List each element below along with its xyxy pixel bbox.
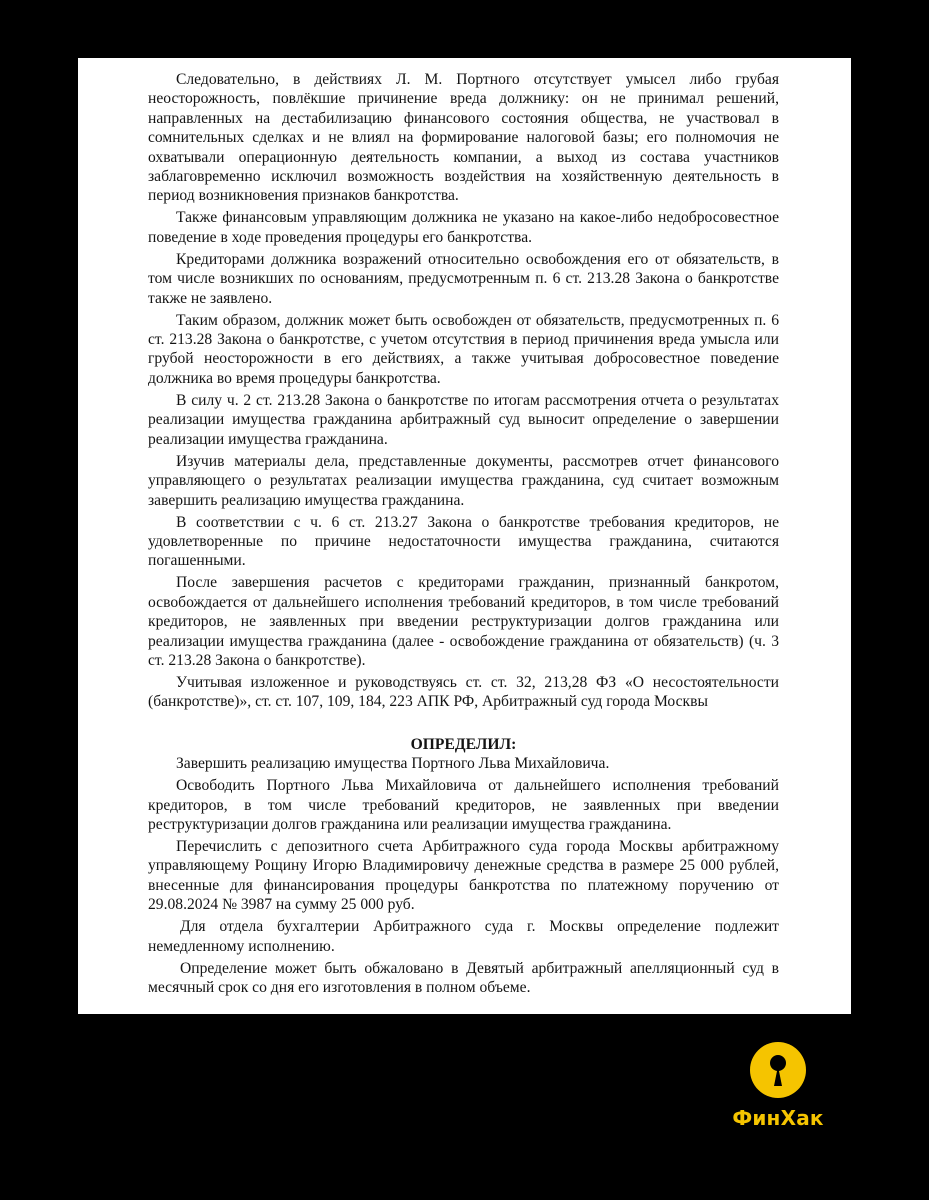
ruling-item: Перечислить с депозитного счета Арбитражного суда города Москвы арбитражному управляющему Рощину Игорю Владимировичу денежные средства в размере 25 000 рублей, внесенные для финансирования процедуры банкротства по платежному поручению от 29.08.2024 № 3987 на сумму 25 000 руб. [148, 837, 779, 914]
document-text [148, 70, 779, 997]
ruling-item: Освободить Портного Льва Михайловича от дальнейшего исполнения требований кредиторов, в том числе требований кредиторов, не заявленных при введении реструктуризации долгов гражданина или реализации имущества гражданина. [148, 777, 779, 833]
ruling-item: Для отдела бухгалтерии Арбитражного суда г. Москвы определение подлежит немедленному исполнению. [148, 918, 779, 955]
paragraph: В силу ч. 2 ст. 213.28 Закона о банкротстве по итогам рассмотрения отчета о результатах реализации имущества гражданина арбитражный суд выносит определение о завершении реализации имущества гражданина. [148, 391, 779, 448]
brand-logo [712, 1042, 862, 1138]
paragraph: Следовательно, в действиях Л. М. Портного отсутствует умысел либо грубая неосторожность, повлёкшие причинение вреда должнику: он не принимал решений, направленных на дестабилизацию финансового состояния общества, не участвовал в сомнительных сделках и не влиял на формирование налоговой базы; его полномочия не охватывали операционную деятельность компании, а выход из состава участников заблаговременно исключил возможность воздействия на хозяйственную деятельность в период возникновения признаков банкротства. [148, 71, 779, 205]
ruling-item: Завершить реализацию имущества Портного Льва Михайловича. [176, 755, 610, 773]
paragraph: Учитывая изложенное и руководствуясь ст. ст. 32, 213,28 ФЗ «О несостоятельности (банкротстве)», ст. ст. 107, 109, 184, 223 АПК РФ, Арбитражный суд города Москвы [148, 673, 779, 711]
paragraph: Кредиторами должника возражений относительно освобождения его от обязательств, в том числе возникших по основаниям, предусмотренным п. 6 ст. 213.28 Закона о банкротстве также не заявлено. [148, 250, 779, 307]
brand-name: ФинХак [732, 1106, 824, 1130]
paragraph: Изучив материалы дела, представленные документы, рассмотрев отчет финансового управляющего о результатах реализации имущества гражданина, суд считает возможным завершить реализацию имущества гражданина. [148, 452, 779, 509]
paragraph: Также финансовым управляющим должника не указано на какое-либо недобросовестное поведение в ходе проведения процедуры его банкротства. [148, 209, 779, 246]
paragraph: Таким образом, должник может быть освобожден от обязательств, предусмотренных п. 6 ст. 213.28 Закона о банкротстве, с учетом отсутствия в период причинения вреда умысла или грубой неосторожности в его действиях, а также учитывая добросовестное поведение должника во время процедуры банкротства. [148, 311, 779, 387]
ruling-heading: ОПРЕДЕЛИЛ: [410, 735, 517, 753]
paragraph: После завершения расчетов с кредиторами гражданин, признанный банкротом, освобождается от дальнейшего исполнения требований кредиторов, в том числе требований кредиторов, не заявленных при введении реструктуризации долгов гражданина или реализации имущества гражданина (далее - освобождение гражданина от обязательств) (ч. 3 ст. 213.28 Закона о банкротстве). [148, 574, 779, 669]
ruling-item: Определение может быть обжаловано в Девятый арбитражный апелляционный суд в месячный срок со дня его изготовления в полном объеме. [148, 959, 779, 996]
document-page [78, 58, 851, 1014]
paragraph: В соответствии с ч. 6 ст. 213.27 Закона о банкротстве требования кредиторов, не удовлетворенные по причине недостаточности имущества гражданина, считаются погашенными. [148, 513, 779, 570]
keyhole-icon [750, 1042, 806, 1098]
